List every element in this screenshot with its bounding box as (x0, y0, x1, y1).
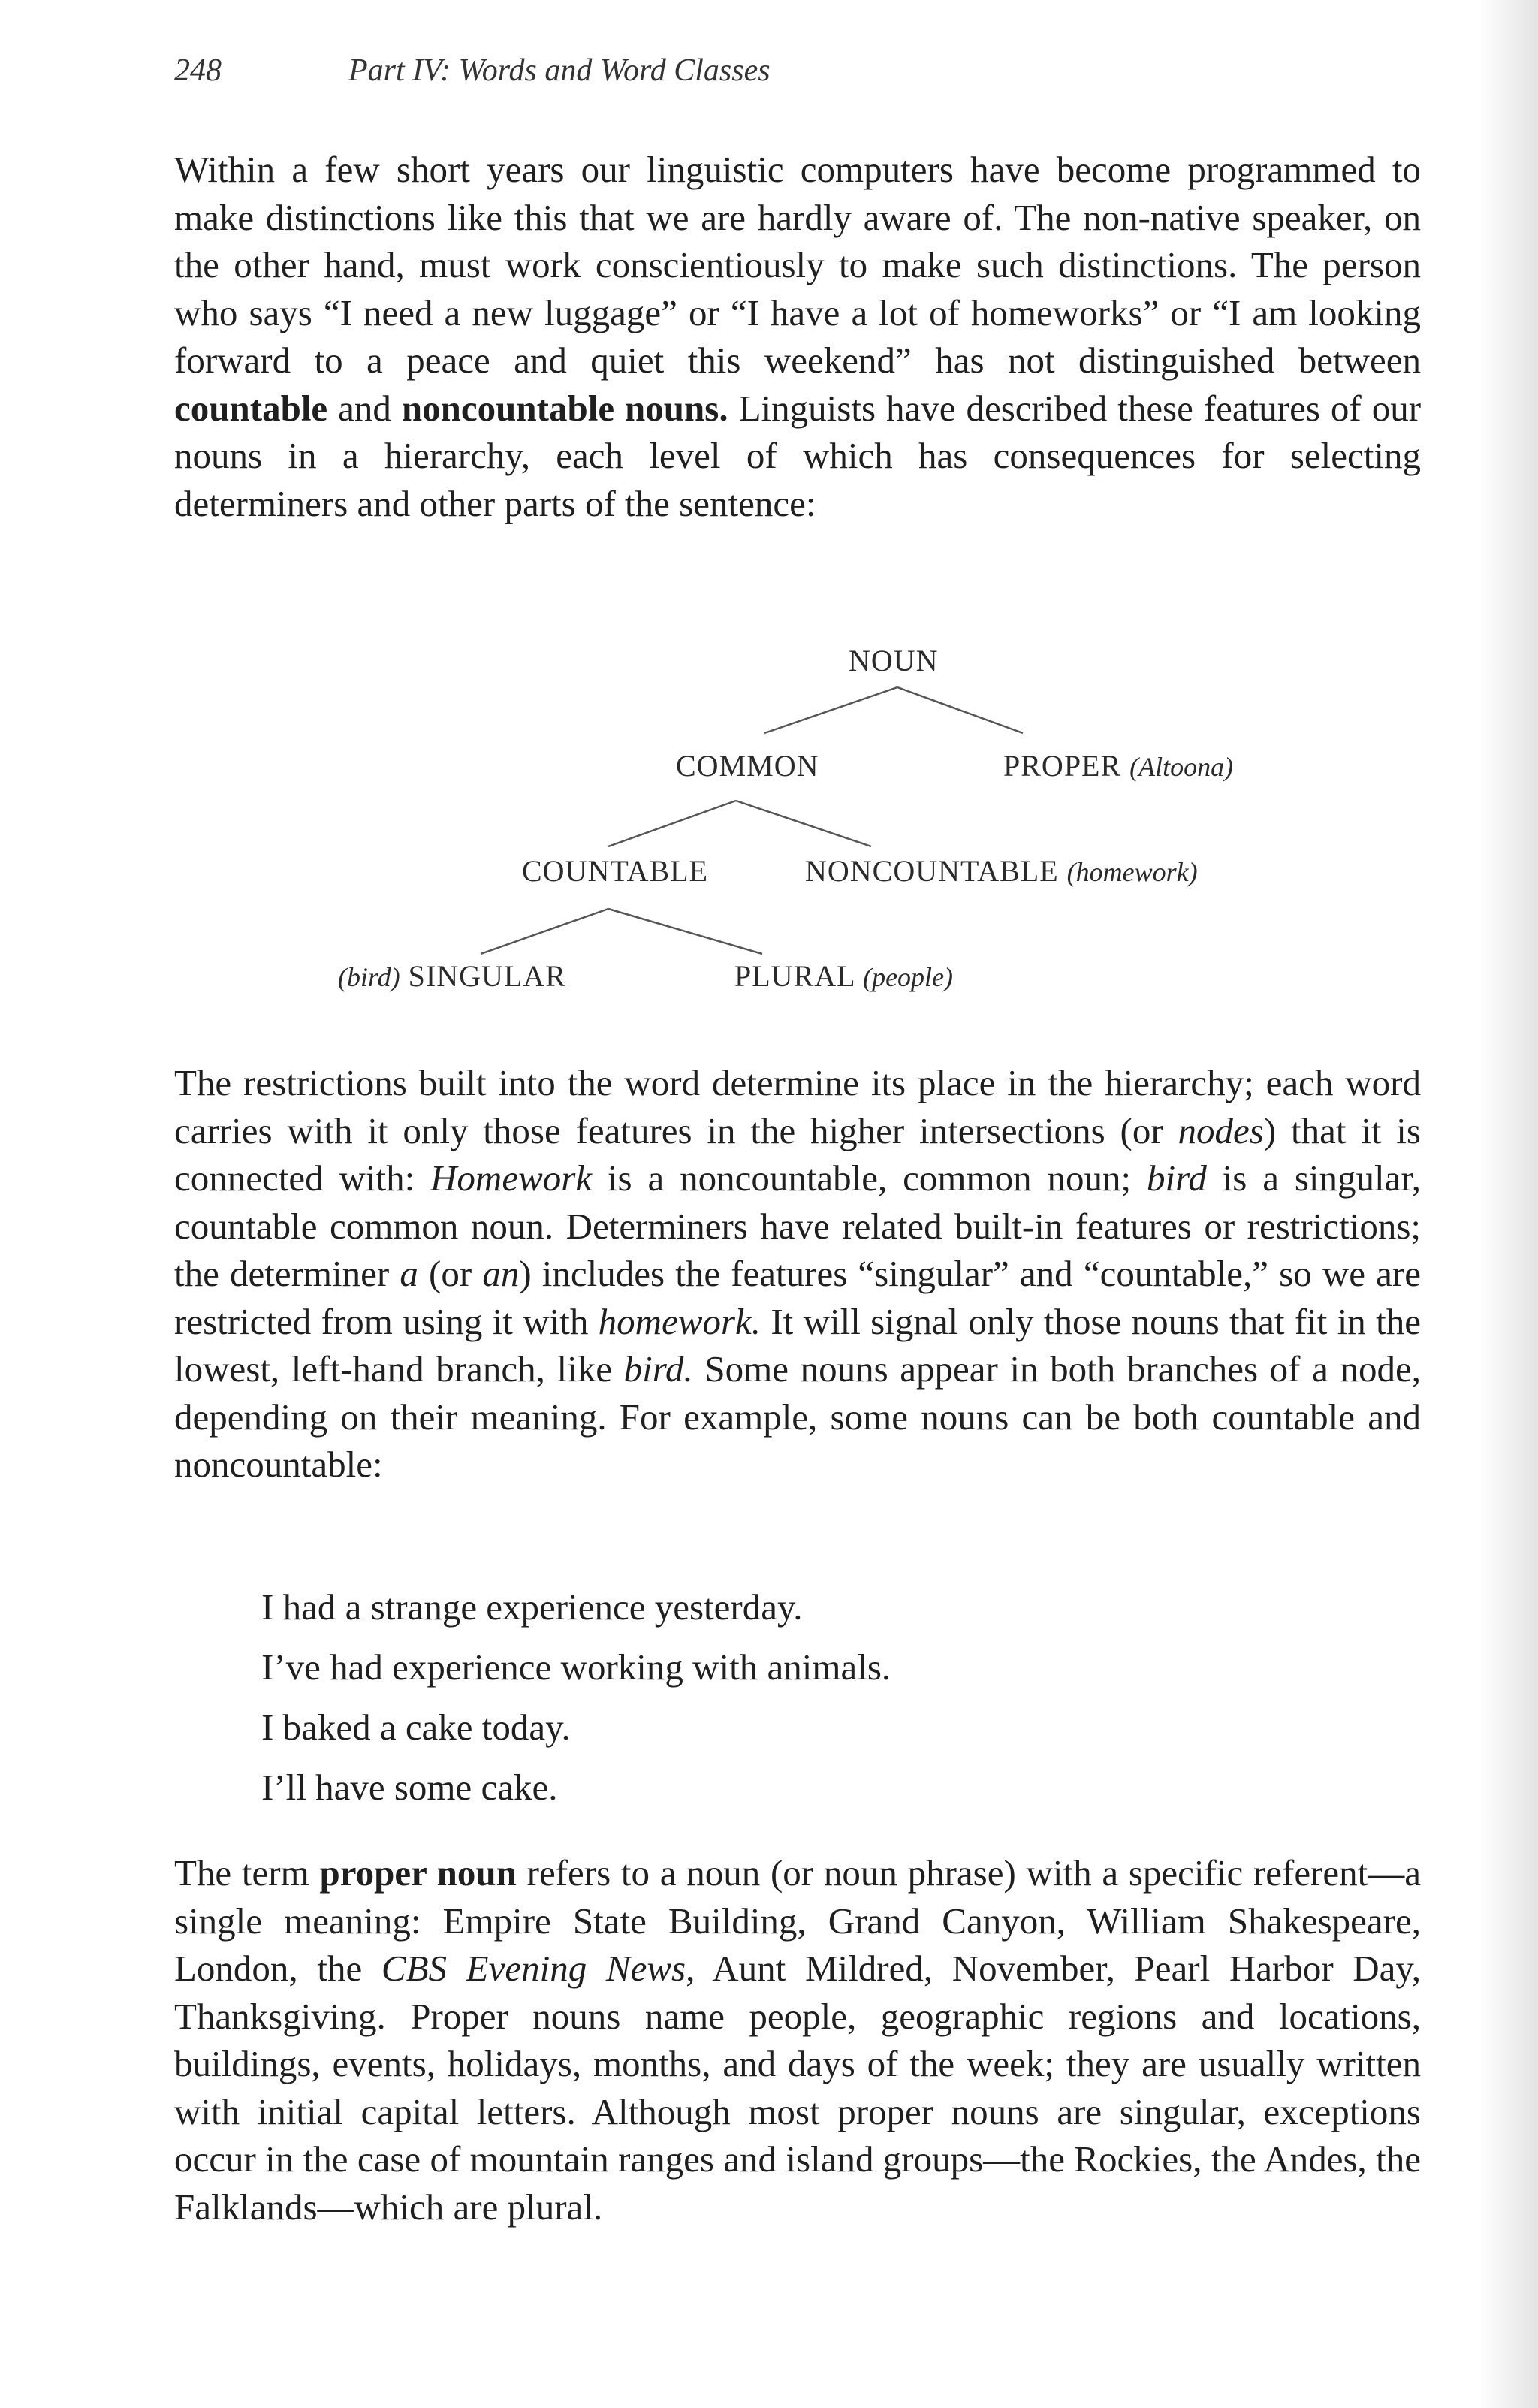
italic-run: bird. (623, 1348, 693, 1390)
italic-run: Homework (430, 1157, 593, 1199)
text-run: It will signal only those nouns that fit in the lowest, left-hand branch, like (174, 1300, 1421, 1390)
branch-common-countable (608, 801, 736, 846)
branch-noun-common (764, 687, 897, 733)
noun-hierarchy-diagram (0, 623, 1538, 999)
node-proper (1003, 748, 1233, 783)
node-singular (338, 958, 566, 994)
example-sentence: I had a strange experience yesterday. (261, 1586, 803, 1628)
term-countable: countable (174, 387, 328, 429)
node-singular-label: SINGULAR (408, 959, 566, 993)
node-plural (734, 958, 953, 994)
text-run: ) that it is connected with: (174, 1109, 1421, 1199)
text-run: Within a few short years our linguistic computers have become programmed to make distinctions like this that we are hardly aware of. The non-native speaker, on the other hand, must work conscientiously to make such distinctions. The person who says “I need a new luggage” or “I have a lot of homeworks” or “I am looking forward to a peace and quiet this weekend” has not distinguished between (174, 149, 1421, 381)
text-run: The restrictions built into the word determine its place in the hierarchy; each word carries with it only those features in the higher intersections (or (174, 1062, 1421, 1151)
page-number: 248 (174, 53, 222, 88)
example-sentence: I’ll have some cake. (261, 1767, 558, 1808)
italic-run: nodes (1178, 1109, 1264, 1151)
noncountable-example: (homework) (1066, 857, 1198, 887)
node-noncountable (805, 853, 1198, 889)
paragraph-hierarchy-restrictions (174, 1059, 1421, 1489)
branch-noun-proper (897, 687, 1023, 733)
example-sentence: I baked a cake today. (261, 1706, 571, 1748)
example-sentence: I’ve had experience working with animals. (261, 1646, 891, 1688)
node-countable: COUNTABLE (522, 854, 709, 888)
running-title: Part IV: Words and Word Classes (348, 53, 771, 88)
running-header (174, 53, 771, 89)
branch-countable-plural (608, 909, 762, 954)
text-run: , Aunt Mildred, November, Pearl Harbor Day, Thanksgiving. Proper nouns name people, geographic regions and locations, buildings, events, holidays, months, and days of the week; they are usually written with initial capital letters. Although most proper nouns are singular, exceptions occur in the case of mountain ranges and island groups—the Rockies, the Andes, the Falklands—which are plural. (174, 1948, 1422, 2228)
branch-countable-singular (481, 909, 608, 954)
term-noncountable-nouns: noncountable nouns. (401, 387, 728, 429)
node-noun: NOUN (849, 644, 939, 677)
example-sentences (261, 1577, 891, 1818)
term-proper-noun: proper noun (319, 1852, 517, 1894)
text-run: Linguists have described these features of our nouns in a hierarchy, each level of which has consequences for selecting determiners and other parts of the sentence: (174, 387, 1422, 524)
branch-common-noncountable (736, 801, 871, 846)
singular-example: (bird) (338, 962, 400, 992)
text-run: The term (174, 1852, 320, 1894)
node-proper-label: PROPER (1003, 749, 1122, 783)
text-run: ) includes the features “singular” and “countable,” so we are restricted from using it with (174, 1253, 1421, 1342)
text-run: refers to a noun (or noun phrase) with a specific referent—a single meaning: Empire State Building, Grand Canyon, William Shakespeare, London, the (174, 1852, 1421, 1989)
text-run: is a noncountable, common noun; (592, 1157, 1147, 1199)
node-plural-label: PLURAL (734, 959, 855, 993)
page-edge-shadow (1478, 0, 1538, 2408)
italic-run: CBS Evening News (381, 1948, 686, 1989)
italic-run: homework. (598, 1300, 761, 1342)
italic-run: a (400, 1253, 418, 1294)
text-run: (or (418, 1253, 483, 1294)
paragraph-countable-intro (174, 146, 1421, 527)
tree-branches (0, 623, 1538, 999)
proper-example: (Altoona) (1129, 752, 1234, 782)
italic-run: an (482, 1253, 520, 1294)
text-run: and (327, 387, 402, 429)
paragraph-proper-nouns (174, 1849, 1421, 2231)
node-common: COMMON (676, 749, 819, 783)
italic-run: bird (1146, 1157, 1207, 1199)
text-run: is a singular, countable common noun. Determiners have related built-in features or restrictions; the determiner (174, 1157, 1421, 1294)
node-noncountable-label: NONCOUNTABLE (805, 854, 1059, 888)
plural-example: (people) (863, 962, 954, 992)
text-run: Some nouns appear in both branches of a node, depending on their meaning. For example, some nouns can be both countable and noncountable: (174, 1348, 1421, 1485)
